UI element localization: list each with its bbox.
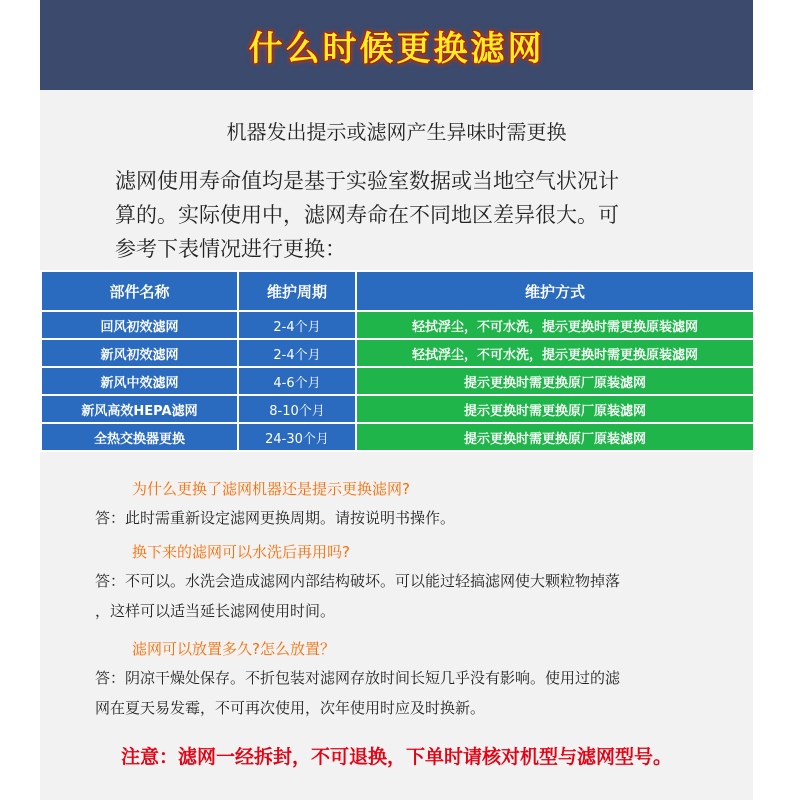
intro-line: 滤网使用寿命值均是基于实验室数据或当地空气状况计 (115, 169, 619, 193)
faq-question: 换下来的滤网可以水洗后再用吗? (132, 543, 350, 561)
table-row (41, 367, 754, 395)
period-cell: 4-6个月 (238, 367, 356, 395)
column-header-period: 维护周期 (238, 271, 356, 311)
faq-question: 为什么更换了滤网机器还是提示更换滤网? (132, 480, 410, 498)
part-name-cell: 全热交换器更换 (41, 423, 238, 451)
part-name-cell: 回风初效滤网 (41, 311, 238, 339)
part-name-cell: 新风初效滤网 (41, 339, 238, 367)
period-cell: 2-4个月 (238, 311, 356, 339)
faq-answer (95, 566, 715, 626)
faq-answer-line: 网在夏天易发霉，不可再次使用，次年使用时应及时换新。 (95, 699, 486, 717)
intro-line: 算的。实际使用中，滤网寿命在不同地区差异很大。可 (115, 203, 619, 227)
intro-line: 参考下表情况进行更换： (115, 237, 346, 261)
table-row (41, 423, 754, 451)
notice-warning: 注意：滤网一经拆封，不可退换，下单时请核对机型与滤网型号。 (120, 746, 672, 768)
faq-answer-line: 答：不可以。水洗会造成滤网内部结构破坏。可以能过轻搞滤网使大颗粒物掉落 (95, 572, 621, 590)
method-cell: 轻拭浮尘，不可水洗，提示更换时需更换原装滤网 (356, 339, 754, 367)
period-cell: 2-4个月 (238, 339, 356, 367)
faq-answer-line: 答：此时需重新设定滤网更换周期。请按说明书操作。 (95, 509, 456, 527)
header-banner (40, 0, 753, 90)
page-title: 什么时候更换滤网 (248, 28, 545, 69)
column-header-method: 维护方式 (356, 271, 754, 311)
method-cell: 提示更换时需更换原厂原装滤网 (356, 423, 754, 451)
intro-paragraph (115, 164, 675, 266)
faq-answer-line: ，这样可以适当延长滤网使用时间。 (95, 602, 336, 620)
method-cell: 提示更换时需更换原厂原装滤网 (356, 395, 754, 423)
table-row (41, 339, 754, 367)
faq-answer-line: 答：阴凉干燥处保存。不折包装对滤网存放时间长短几乎没有影响。使用过的滤 (95, 669, 621, 687)
period-cell: 8-10个月 (238, 395, 356, 423)
faq-question: 滤网可以放置多久?怎么放置？ (132, 640, 335, 658)
maintenance-table (40, 270, 755, 452)
column-header-part: 部件名称 (41, 271, 238, 311)
faq-answer (95, 503, 715, 533)
subtitle: 机器发出提示或滤网产生异味时需更换 (226, 120, 567, 144)
table-row (41, 395, 754, 423)
method-cell: 轻拭浮尘，不可水洗，提示更换时需更换原装滤网 (356, 311, 754, 339)
table-header-row (41, 271, 754, 311)
period-cell: 24-30个月 (238, 423, 356, 451)
part-name-cell: 新风高效HEPA滤网 (41, 395, 238, 423)
faq-answer (95, 663, 715, 723)
part-name-cell: 新风中效滤网 (41, 367, 238, 395)
table-row (41, 311, 754, 339)
method-cell: 提示更换时需更换原厂原装滤网 (356, 367, 754, 395)
